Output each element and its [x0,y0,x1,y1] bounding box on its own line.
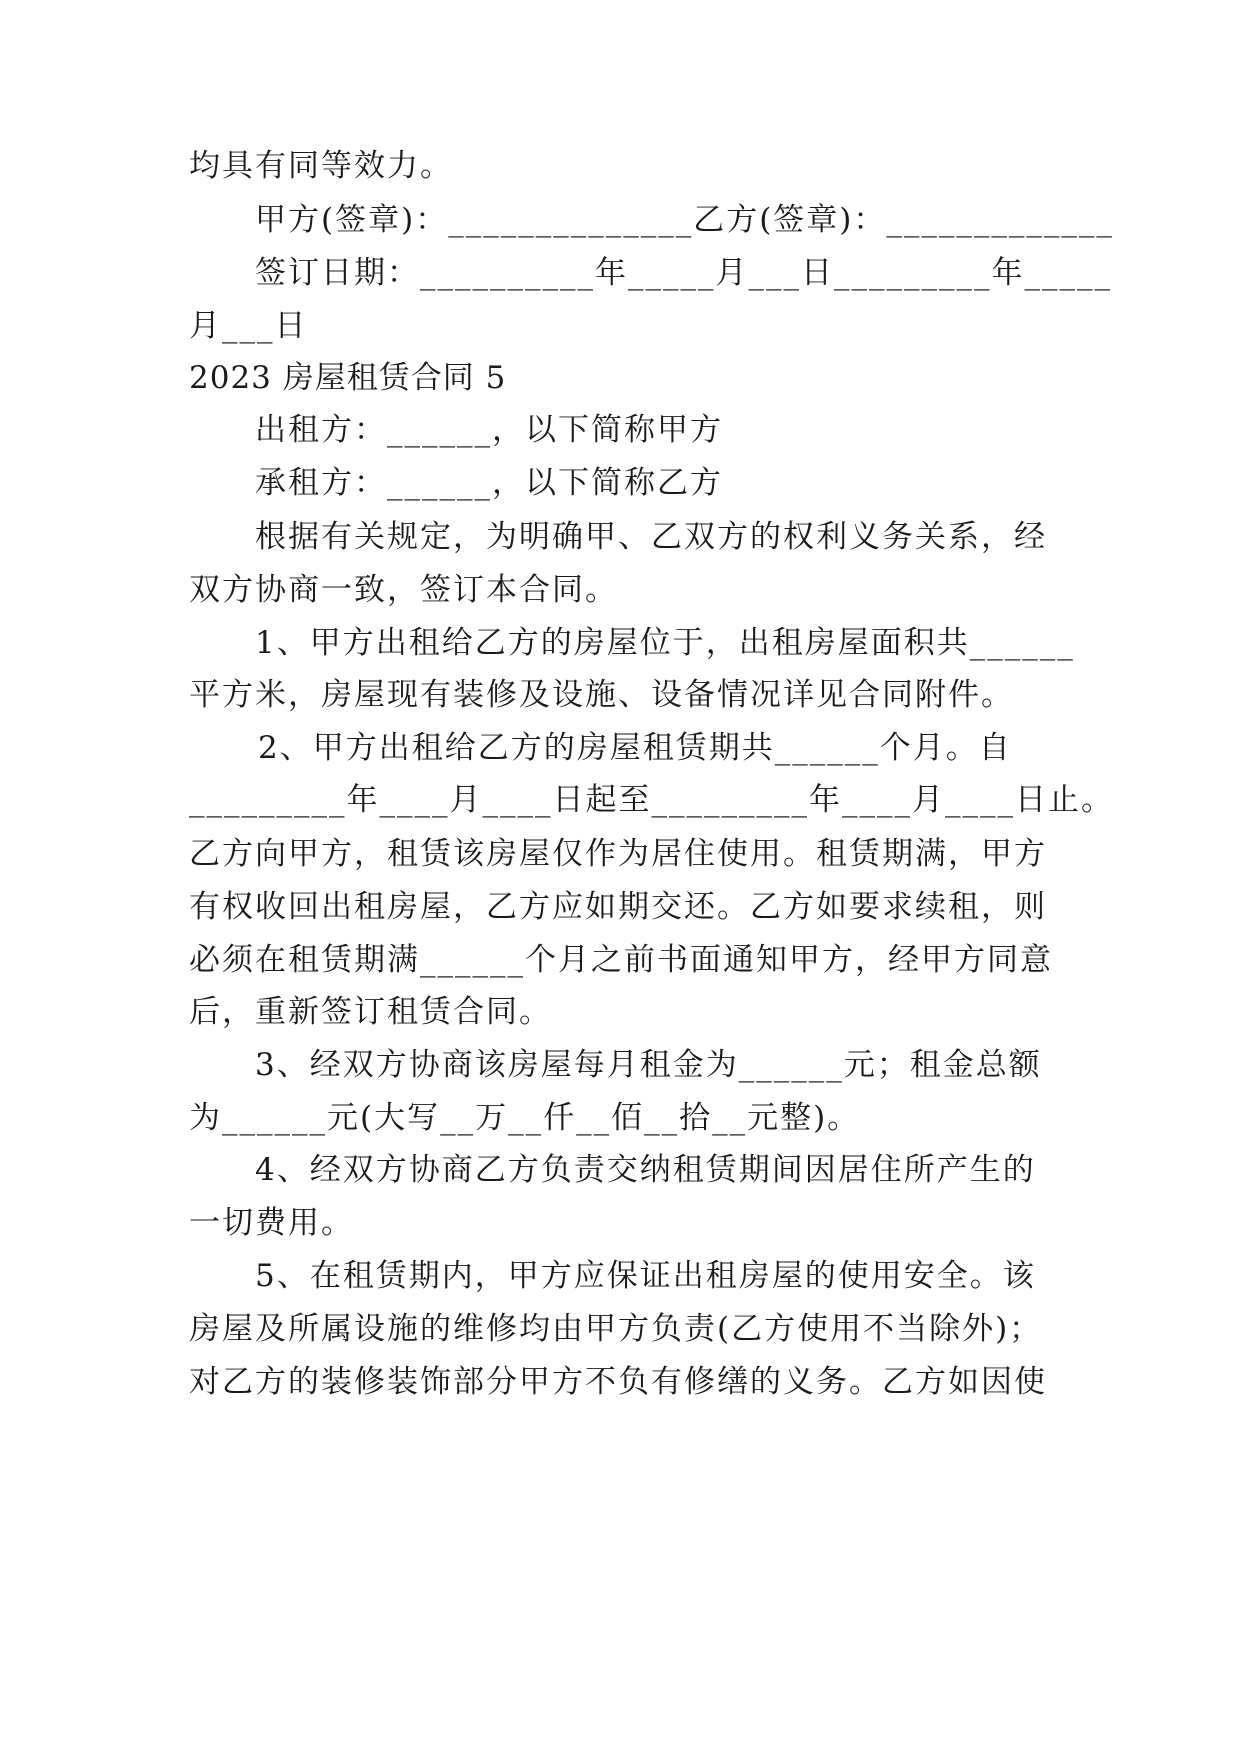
lessor-line: 出租方：______，以下简称甲方 [255,412,723,448]
text-line: 有权收回出租房屋，乙方应如期交还。乙方如要求续租，则 [189,889,1047,925]
text-line: 后，重新签订租赁合同。 [189,994,552,1030]
text-line: 房屋及所属设施的维修均由甲方负责(乙方使用不当除外)； [189,1311,1043,1347]
section-title: 2023 房屋租赁合同 5 [189,360,507,396]
clause-3-line: 3、经双方协商该房屋每月租金为______元；租金总额 [255,1047,1042,1083]
clause-4-line: 4、经双方协商乙方负责交纳租赁期间因居住所产生的 [255,1152,1036,1188]
text-line: 均具有同等效力。 [189,148,453,184]
signature-line: 甲方(签章)：______________乙方(签章)：_____________ [255,202,1114,238]
text-line: 平方米，房屋现有装修及设施、设备情况详见合同附件。 [189,677,1014,713]
signing-date-line: 签订日期：__________年_____月___日_________年_____ [255,255,1112,291]
clause-5-line: 5、在租赁期内，甲方应保证出租房屋的使用安全。该 [255,1258,1036,1294]
clause-2-line: 2、甲方出租给乙方的房屋租赁期共______个月。自 [258,730,1012,766]
text-line: 根据有关规定，为明确甲、乙双方的权利义务关系，经 [255,519,1047,555]
text-line: 双方协商一致，签订本合同。 [189,572,618,608]
text-line: 必须在租赁期满______个月之前书面通知甲方，经甲方同意 [189,942,1053,978]
text-line: 乙方向甲方，租赁该房屋仅作为居住使用。租赁期满，甲方 [189,836,1047,872]
text-line: _________年____月____日起至_________年____月____日止。 [189,782,1114,818]
text-line: 为______元(大写__万__仟__佰__拾__元整)。 [189,1100,861,1136]
lessee-line: 承租方：______，以下简称乙方 [255,465,723,501]
text-line: 一切费用。 [189,1205,354,1241]
clause-1-line: 1、甲方出租给乙方的房屋位于，出租房屋面积共______ [255,625,1075,661]
text-line: 月___日 [189,308,308,344]
text-line: 对乙方的装修装饰部分甲方不负有修缮的义务。乙方如因使 [189,1364,1047,1400]
